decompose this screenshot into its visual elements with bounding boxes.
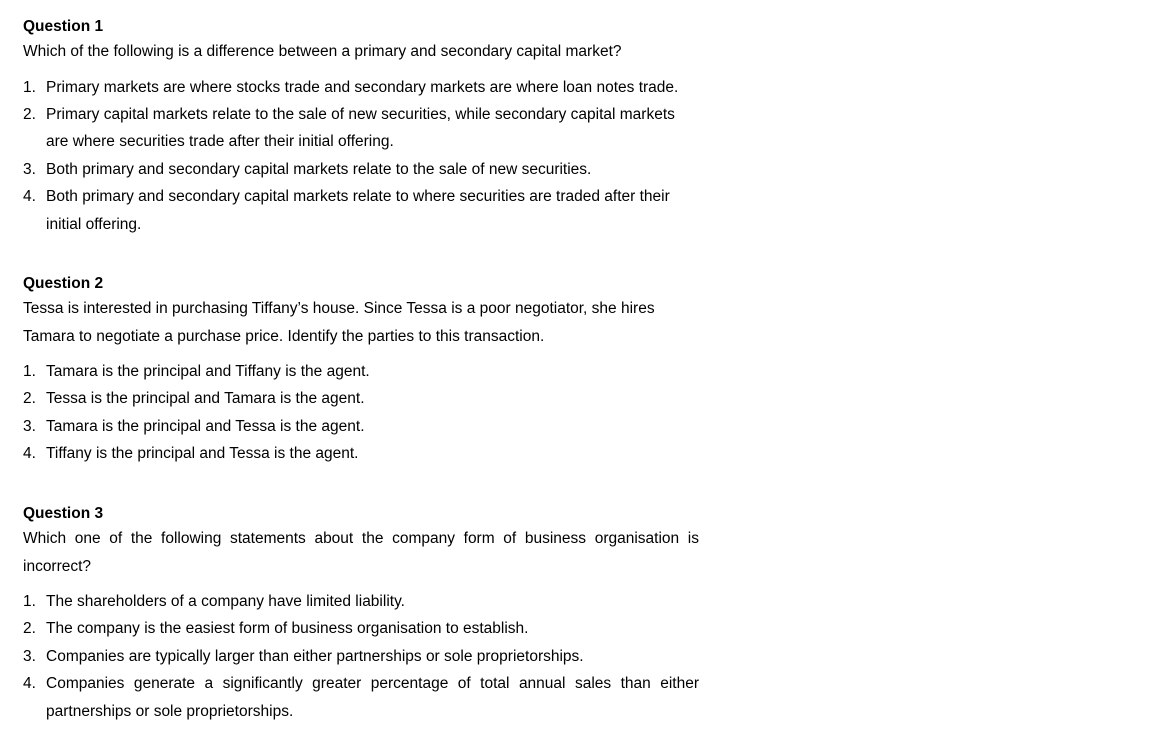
option-text: Companies are typically larger than either partnerships or sole proprietorships. (46, 647, 584, 665)
option-number: 3. (23, 417, 36, 435)
answer-option (23, 615, 699, 642)
answer-option (23, 156, 699, 183)
option-text: Tamara is the principal and Tiffany is the agent. (46, 363, 370, 380)
option-number: 4. (23, 445, 36, 463)
question-title: Question 3 (23, 505, 104, 522)
answer-option (23, 670, 699, 725)
option-text: Both primary and secondary capital markets relate to where securities are traded after their initial offering. (46, 188, 670, 233)
answer-option (23, 440, 699, 467)
answer-option (23, 74, 699, 101)
question-text: Tessa is interested in purchasing Tiffany’s house. Since Tessa is a poor negotiator, she hires Tamara to negotiate a purchase price. Identify the parties to this transaction. (23, 300, 655, 345)
option-number: 3. (23, 160, 36, 178)
answer-options (23, 588, 699, 725)
option-text: Primary markets are where stocks trade and secondary markets are where loan notes trade. (46, 78, 679, 96)
answer-options (23, 358, 699, 468)
answer-option (23, 358, 699, 385)
option-text: Tessa is the principal and Tamara is the agent. (46, 390, 365, 408)
option-text: Primary capital markets relate to the sale of new securities, while secondary capital markets are where securities trade after their initial offering. (46, 105, 675, 151)
question-title: Question 2 (23, 275, 104, 292)
question-text: Which of the following is a difference between a primary and secondary capital market? (23, 43, 622, 60)
option-number: 2. (23, 105, 36, 123)
answer-options (23, 74, 699, 238)
question-2 (23, 274, 699, 468)
option-number: 2. (23, 390, 36, 408)
option-text: Both primary and secondary capital markets relate to the sale of new securities. (46, 160, 592, 178)
answer-option (23, 413, 699, 440)
option-text: Tamara is the principal and Tessa is the agent. (46, 417, 365, 435)
answer-option (23, 101, 699, 156)
answer-option (23, 183, 699, 238)
question-1 (23, 17, 699, 238)
option-number: 2. (23, 620, 36, 638)
option-number: 1. (23, 593, 36, 610)
option-number: 1. (23, 78, 36, 96)
option-number: 4. (23, 188, 36, 206)
option-number: 3. (23, 647, 36, 665)
option-number: 1. (23, 363, 36, 380)
answer-option (23, 588, 699, 615)
option-text: The company is the easiest form of business organisation to establish. (46, 620, 529, 638)
option-text: The shareholders of a company have limited liability. (46, 593, 405, 610)
option-text: Companies generate a significantly greater percentage of total annual sales than either partnerships or sole proprietorships. (46, 675, 699, 720)
option-text: Tiffany is the principal and Tessa is the agent. (46, 445, 359, 463)
option-number: 4. (23, 675, 36, 693)
answer-option (23, 643, 699, 670)
question-3 (23, 504, 699, 725)
answer-option (23, 385, 699, 412)
question-text: Which one of the following statements about the company form of business organisation is incorrect? (23, 530, 699, 575)
question-title: Question 1 (23, 18, 104, 35)
